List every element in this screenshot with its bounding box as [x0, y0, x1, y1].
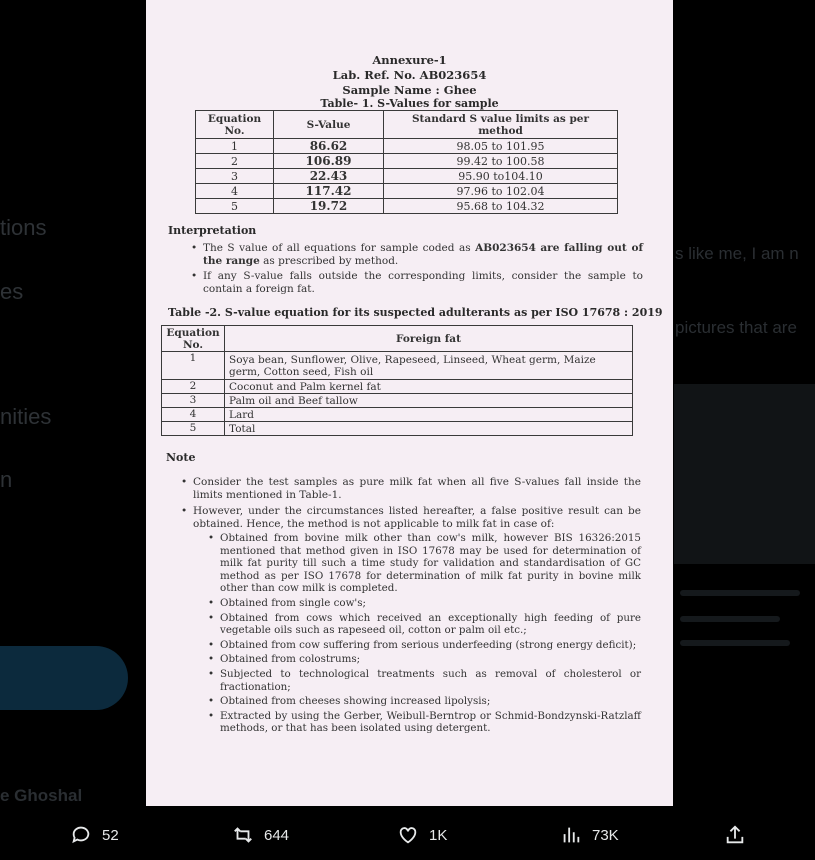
foreign-fat: Total [225, 422, 633, 436]
equation-no: 4 [196, 184, 274, 199]
equation-no: 1 [196, 139, 274, 154]
equation-no: 5 [196, 199, 274, 214]
table-header: S-Value [274, 111, 384, 139]
foreign-fat: Palm oil and Beef tallow [225, 394, 633, 408]
limit-range: 99.42 to 100.58 [384, 154, 618, 169]
interpretation-bullet: • The S value of all equations for sample coded as AB023654 are falling out of the range as prescribed by method. [203, 242, 643, 268]
bg-nav-item: n [0, 467, 13, 492]
reply-count: 52 [102, 826, 119, 844]
sample-name: Sample Name : Ghee [342, 83, 477, 97]
note-sub-bullet: • Extracted by using the Gerber, Weibull-Berntrop or Schmid-Bondzynski-Ratzlaff methods, or that has been isolated using detergent. [220, 710, 641, 735]
limit-range: 95.68 to 104.32 [384, 199, 618, 214]
lab-ref: Lab. Ref. No. AB023654 [332, 68, 487, 82]
table-header: Equation No. [196, 111, 274, 139]
note-sub-list [220, 532, 641, 735]
table-header: Foreign fat [225, 326, 633, 352]
bg-line [680, 640, 790, 646]
table-row [162, 408, 633, 422]
bg-post-button [0, 646, 128, 710]
table-row [196, 184, 618, 199]
foreign-fat: Soya bean, Sunflower, Olive, Rapeseed, Linseed, Wheat germ, Maize germ, Cotton seed, Fish oil [225, 352, 633, 380]
note-list [193, 476, 641, 735]
table-row [162, 352, 633, 380]
note-bullet: • Consider the test samples as pure milk fat when all five S-values fall inside the limits mentioned in Table-1. [193, 476, 641, 502]
limit-range: 97.96 to 102.04 [384, 184, 618, 199]
equation-no: 3 [162, 394, 225, 408]
table-row [162, 394, 633, 408]
table-row [162, 380, 633, 394]
foreign-fat-table [161, 325, 633, 436]
view-count: 73K [592, 826, 619, 844]
limit-range: 98.05 to 101.95 [384, 139, 618, 154]
equation-no: 5 [162, 422, 225, 436]
repost-icon [232, 824, 254, 846]
heart-icon [397, 824, 419, 846]
bg-side-panel [674, 384, 815, 564]
bg-user-name: e Ghoshal [0, 786, 83, 805]
repost-button[interactable] [232, 824, 289, 846]
reply-icon [70, 824, 92, 846]
action-bar [0, 812, 815, 860]
reply-button[interactable] [70, 824, 119, 846]
bg-nav-item: es [0, 279, 24, 304]
bg-reply-text: pictures that are [675, 318, 797, 337]
equation-no: 4 [162, 408, 225, 422]
note-bullet: • However, under the circumstances listed hereafter, a false positive result can be obtained. Hence, the method is not applicable to milk fat in case of: [193, 505, 641, 531]
table2-title: Table -2. S-value equation for its suspected adulterants as per ISO 17678 : 2019 [168, 306, 663, 319]
s-value: 106.89 [274, 154, 384, 169]
s-value: 19.72 [274, 199, 384, 214]
document-image[interactable] [146, 0, 673, 806]
note-sub-bullet: • Obtained from bovine milk other than cow's milk, however BIS 16326:2015 mentioned that method given in ISO 17678 may be used for determination of milk fat purity till such a time study for validation and standardisation of GC method as per ISO 17678 for determination of milk fat purity in bovine milk other than cow milk is completed. [220, 532, 641, 595]
table-row [196, 154, 618, 169]
foreign-fat: Lard [225, 408, 633, 422]
interpretation-heading: Interpretation [168, 224, 257, 237]
annexure-heading: Annexure-1 [372, 53, 447, 67]
bg-line [680, 616, 780, 622]
table-row [196, 169, 618, 184]
bg-nav-item: tions [0, 215, 47, 240]
note-sub-bullet: • Obtained from cow suffering from serious underfeeding (strong energy deficit); [220, 639, 641, 652]
equation-no: 3 [196, 169, 274, 184]
bar-chart-icon [560, 824, 582, 846]
interpretation-bullet: • If any S-value falls outside the corresponding limits, consider the sample to contain a foreign fat. [203, 270, 643, 296]
equation-no: 2 [162, 380, 225, 394]
note-sub-bullet: • Obtained from cheeses showing increased lipolysis; [220, 695, 641, 708]
share-icon [724, 824, 746, 846]
s-value: 22.43 [274, 169, 384, 184]
bg-nav-item: nities [0, 404, 52, 429]
share-button[interactable] [724, 824, 756, 846]
table-row [196, 139, 618, 154]
equation-no: 2 [196, 154, 274, 169]
foreign-fat: Coconut and Palm kernel fat [225, 380, 633, 394]
table-header: Equation No. [162, 326, 225, 352]
table1-title: Table- 1. S-Values for sample [320, 97, 499, 110]
note-sub-bullet: • Obtained from single cow's; [220, 597, 641, 610]
note-sub-bullet: • Obtained from cows which received an exceptionally high feeding of pure vegetable oils such as rapeseed oil, cotton or palm oil etc.; [220, 612, 641, 637]
repost-count: 644 [264, 826, 290, 844]
bg-line [680, 590, 800, 596]
s-value: 86.62 [274, 139, 384, 154]
equation-no: 1 [162, 352, 225, 380]
s-value: 117.42 [274, 184, 384, 199]
table-row [196, 199, 618, 214]
table-row [162, 422, 633, 436]
table-header: Standard S value limits as per method [384, 111, 618, 139]
bg-reply-text: s like me, I am n [675, 244, 799, 263]
note-sub-bullet: • Obtained from colostrums; [220, 653, 641, 666]
views-button[interactable] [560, 824, 619, 846]
limit-range: 95.90 to104.10 [384, 169, 618, 184]
like-button[interactable] [397, 824, 447, 846]
s-values-table [195, 110, 618, 214]
like-count: 1K [429, 826, 448, 844]
note-heading: Note [166, 451, 196, 464]
note-sub-bullet: • Subjected to technological treatments such as removal of cholesterol or fractionation; [220, 668, 641, 693]
